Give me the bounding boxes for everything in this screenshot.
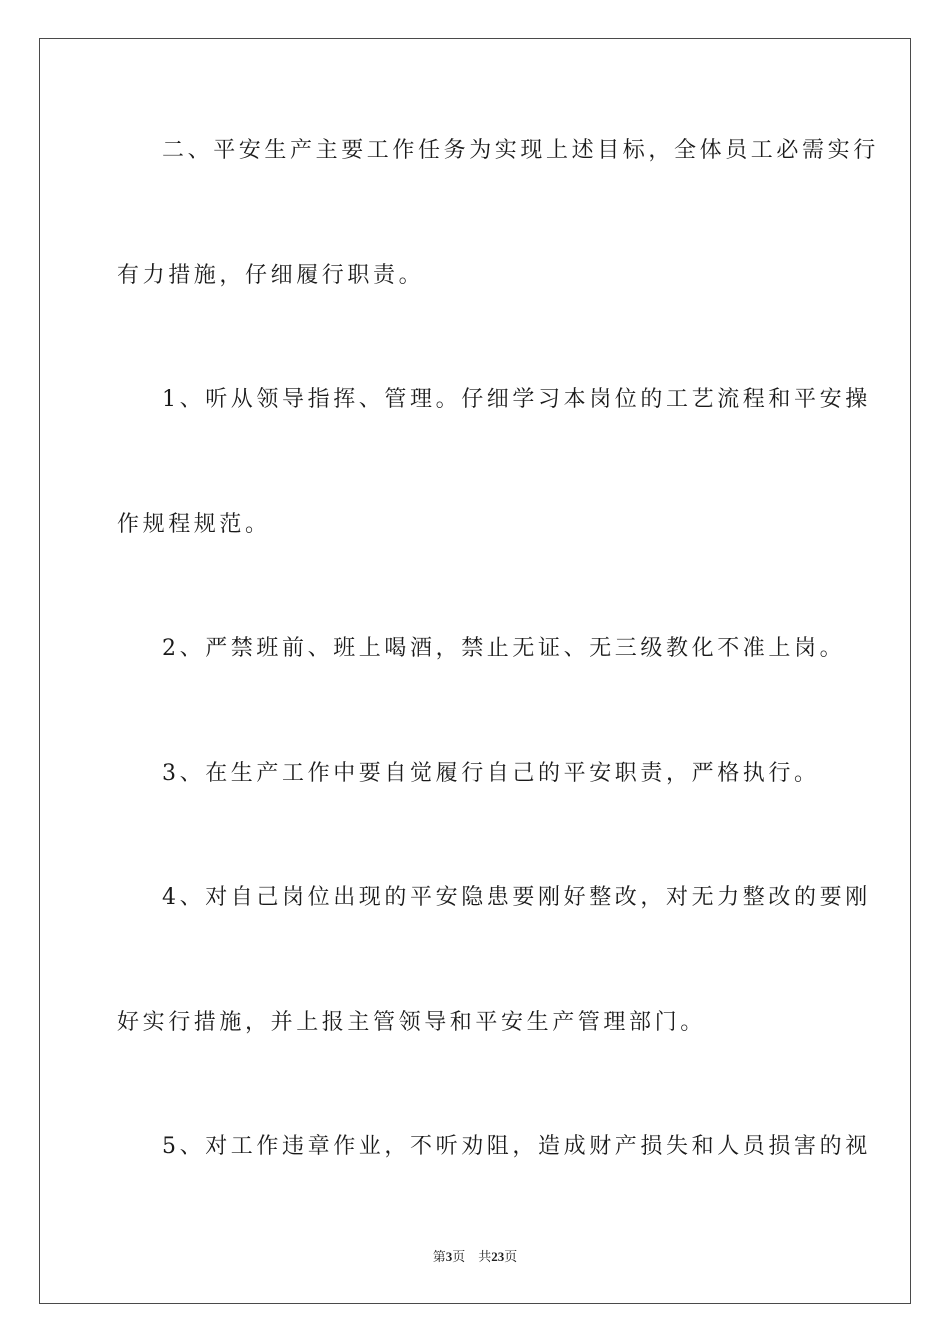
paragraph-line: 5、对工作违章作业，不听劝阻，造成财产损失和人员损害的视	[162, 1134, 871, 1159]
paragraph-line: 4、对自己岗位出现的平安隐患要刚好整改，对无力整改的要刚	[162, 885, 871, 910]
paragraph-line: 有力措施，仔细履行职责。	[117, 263, 425, 288]
footer-page-suffix: 页	[452, 1249, 466, 1264]
paragraph-line: 二、平安生产主要工作任务为实现上述目标，全体员工必需实行	[162, 138, 879, 163]
page-border	[39, 38, 911, 1304]
footer-total-pages: 23	[491, 1249, 505, 1264]
paragraph-line: 3、在生产工作中要自觉履行自己的平安职责，严格执行。	[162, 761, 820, 786]
footer-page-number: 3	[445, 1249, 453, 1264]
page-footer	[0, 1246, 950, 1265]
footer-total-prefix: 共	[478, 1249, 492, 1264]
footer-total-suffix: 页	[504, 1249, 518, 1264]
paragraph-line: 1、听从领导指挥、管理。仔细学习本岗位的工艺流程和平安操	[162, 387, 871, 412]
paragraph-line: 作规程规范。	[117, 512, 271, 537]
paragraph-line: 好实行措施，并上报主管领导和平安生产管理部门。	[117, 1010, 706, 1035]
paragraph-line: 2、严禁班前、班上喝酒，禁止无证、无三级教化不准上岗。	[162, 636, 846, 661]
footer-page-prefix: 第	[432, 1249, 446, 1264]
